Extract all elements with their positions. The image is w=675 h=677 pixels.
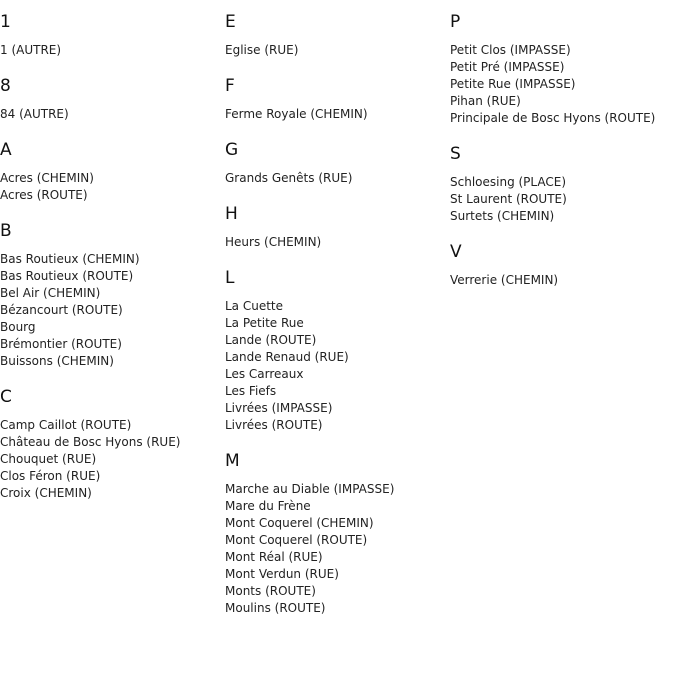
street-list	[225, 42, 450, 59]
street-link[interactable]: Pihan (RUE)	[450, 94, 521, 108]
street-link[interactable]: Bel Air (CHEMIN)	[0, 286, 101, 300]
letter-heading: 1	[0, 12, 11, 32]
street-list	[225, 234, 450, 251]
street-link[interactable]: Grands Genêts (RUE)	[225, 171, 353, 185]
street-list	[0, 170, 225, 204]
letter-group	[225, 11, 450, 59]
street-link[interactable]: Mont Réal (RUE)	[225, 550, 323, 564]
street-list	[450, 174, 675, 225]
street-link[interactable]: Mont Coquerel (CHEMIN)	[225, 516, 374, 530]
letter-heading: 8	[0, 76, 11, 96]
street-link[interactable]: Clos Féron (RUE)	[0, 469, 101, 483]
street-link[interactable]: Surtets (CHEMIN)	[450, 209, 555, 223]
letter-group	[0, 386, 225, 502]
street-link[interactable]: 1 (AUTRE)	[0, 43, 62, 57]
letter-group	[0, 220, 225, 370]
street-link[interactable]: Mont Coquerel (ROUTE)	[225, 533, 368, 547]
street-link[interactable]: St Laurent (ROUTE)	[450, 192, 567, 206]
letter-group	[450, 143, 675, 225]
street-link[interactable]: 84 (AUTRE)	[0, 107, 69, 121]
street-list	[0, 42, 225, 59]
street-link[interactable]: Chouquet (RUE)	[0, 452, 97, 466]
street-link[interactable]: Livrées (ROUTE)	[225, 418, 323, 432]
street-link[interactable]: Camp Caillot (ROUTE)	[0, 418, 132, 432]
street-list	[225, 170, 450, 187]
street-list	[225, 298, 450, 434]
letter-group	[0, 11, 225, 59]
letter-group	[225, 267, 450, 434]
street-list	[450, 42, 675, 127]
street-link[interactable]: Mont Verdun (RUE)	[225, 567, 339, 581]
street-link[interactable]: Les Carreaux	[225, 367, 304, 381]
letter-heading: E	[225, 12, 236, 32]
letter-heading: S	[450, 144, 461, 164]
letter-group	[450, 11, 675, 127]
street-list	[0, 251, 225, 370]
index-column-1	[0, 11, 225, 518]
street-list	[450, 272, 675, 289]
street-link[interactable]: Lande Renaud (RUE)	[225, 350, 349, 364]
letter-group	[0, 139, 225, 204]
street-link[interactable]: Marche au Diable (IMPASSE)	[225, 482, 395, 496]
letter-group	[225, 450, 450, 617]
street-link[interactable]: La Petite Rue	[225, 316, 304, 330]
street-link[interactable]: Eglise (RUE)	[225, 43, 299, 57]
letter-group	[0, 75, 225, 123]
street-link[interactable]: Bas Routieux (CHEMIN)	[0, 252, 140, 266]
street-link[interactable]: Moulins (ROUTE)	[225, 601, 326, 615]
street-link[interactable]: Mare du Frène	[225, 499, 311, 513]
street-link[interactable]: Lande (ROUTE)	[225, 333, 317, 347]
street-link[interactable]: Bas Routieux (ROUTE)	[0, 269, 134, 283]
street-list	[225, 481, 450, 617]
street-link[interactable]: Buissons (CHEMIN)	[0, 354, 114, 368]
letter-group	[225, 75, 450, 123]
letter-heading: M	[225, 451, 240, 471]
street-link[interactable]: Livrées (IMPASSE)	[225, 401, 333, 415]
street-link[interactable]: Petit Clos (IMPASSE)	[450, 43, 571, 57]
street-link[interactable]: Heurs (CHEMIN)	[225, 235, 322, 249]
letter-group	[225, 203, 450, 251]
street-link[interactable]: Acres (ROUTE)	[0, 188, 88, 202]
street-link[interactable]: La Cuette	[225, 299, 284, 313]
street-list	[225, 106, 450, 123]
street-link[interactable]: Château de Bosc Hyons (RUE)	[0, 435, 181, 449]
letter-group	[450, 241, 675, 289]
street-link[interactable]: Principale de Bosc Hyons (ROUTE)	[450, 111, 656, 125]
street-link[interactable]: Acres (CHEMIN)	[0, 171, 94, 185]
street-link[interactable]: Croix (CHEMIN)	[0, 486, 92, 500]
street-link[interactable]: Brémontier (ROUTE)	[0, 337, 122, 351]
street-link[interactable]: Schloesing (PLACE)	[450, 175, 567, 189]
index-column-2	[225, 11, 450, 633]
index-column-3	[450, 11, 675, 305]
street-link[interactable]: Verrerie (CHEMIN)	[450, 273, 559, 287]
letter-heading: V	[450, 242, 462, 262]
letter-heading: P	[450, 12, 461, 32]
letter-heading: G	[225, 140, 239, 160]
letter-heading: F	[225, 76, 235, 96]
street-link[interactable]: Monts (ROUTE)	[225, 584, 316, 598]
letter-heading: C	[0, 387, 12, 407]
letter-heading: H	[225, 204, 238, 224]
letter-group	[225, 139, 450, 187]
letter-heading: L	[225, 268, 235, 288]
street-link[interactable]: Bourg	[0, 320, 36, 334]
street-link[interactable]: Ferme Royale (CHEMIN)	[225, 107, 368, 121]
street-link[interactable]: Petite Rue (IMPASSE)	[450, 77, 576, 91]
street-link[interactable]: Les Fiefs	[225, 384, 277, 398]
street-link[interactable]: Bézancourt (ROUTE)	[0, 303, 123, 317]
street-list	[0, 106, 225, 123]
street-link[interactable]: Petit Pré (IMPASSE)	[450, 60, 565, 74]
letter-heading: B	[0, 221, 12, 241]
street-list	[0, 417, 225, 502]
letter-heading: A	[0, 140, 12, 160]
